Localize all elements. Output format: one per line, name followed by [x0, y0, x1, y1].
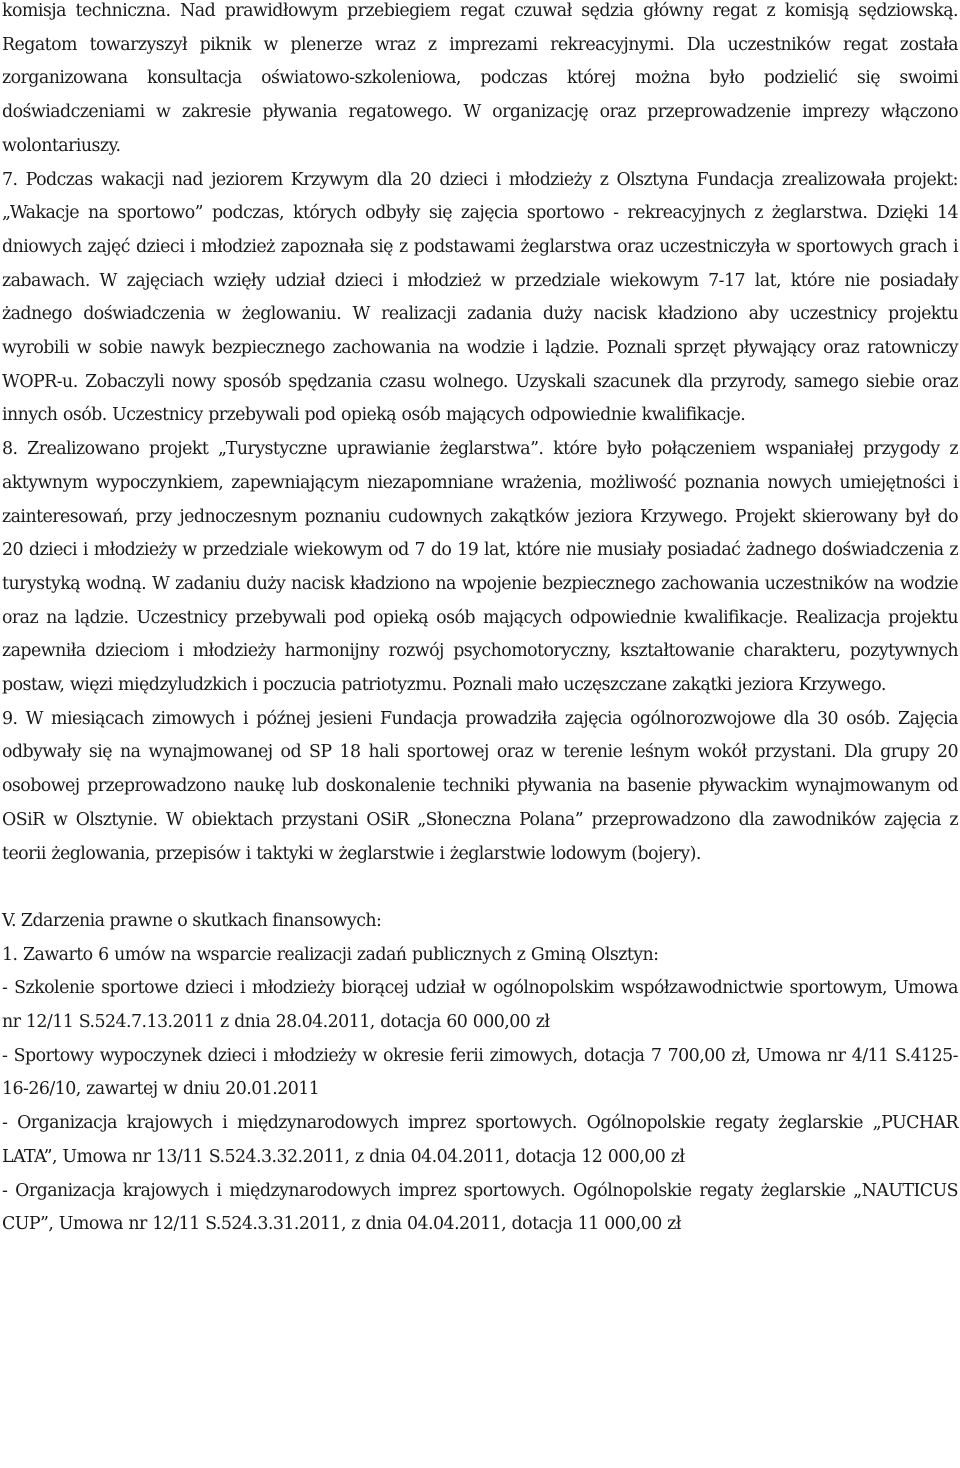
- contract-item-2: - Sportowy wypoczynek dzieci i młodzieży w okresie ferii zimowych, dotacja 7 700,00 zł, Umowa nr 4/11 S.4125-16-26/10, zawartej w dniu 20.01.2011: [2, 1045, 958, 1100]
- contract-item-3: - Organizacja krajowych i międzynarodowych imprez sportowych. Ogólnopolskie regaty żeglarskie „PUCHAR LATA”, Umowa nr 13/11 S.524.3.32.2011, z dnia 04.04.2011, dotacja 12 000,00 zł: [2, 1113, 958, 1167]
- paragraph-7: 7. Podczas wakacji nad jeziorem Krzywym dla 20 dzieci i młodzieży z Olsztyna Fundacja zrealizowała projekt: „Wakacje na sportowo” podczas, których odbyły się zajęcia sportowo - rekreacyjnych z żeglarstwa. Dzięki 14 dniowych zajęć dzieci i młodzież zapoznała się z podstawami żeglarstwa oraz uczestniczyła w sportowych grach i zabawach. W zajęciach wzięły udział dzieci i młodzież w przedziale wiekowym 7-17 lat, które nie posiadały żadnego doświadczenia w żeglowaniu. W realizacji zadania duży nacisk kładziono aby uczestnicy projektu wyrobili w sobie nawyk bezpiecznego zachowania na wodzie i lądzie. Poznali sprzęt pływający oraz ratowniczy WOPR-u. Zobaczyli nowy sposób spędzania czasu wolnego. Uzyskali szacunek dla przyrody, samego siebie oraz innych osób. Uczestnicy przebywali pod opieką osób mających odpowiednie kwalifikacje.: [2, 169, 958, 426]
- paragraph-9: 9. W miesiącach zimowych i późnej jesieni Fundacja prowadziła zajęcia ogólnorozwojowe dla 30 osób. Zajęcia odbywały się na wynajmowanej od SP 18 hali sportowej oraz w terenie leśnym wokół przystani. Dla grupy 20 osobowej przeprowadzono naukę lub doskonalenie techniki pływania na basenie pływackim wynajmowanym od OSiR w Olsztynie. W obiektach przystani OSiR „Słoneczna Polana” przeprowadzono dla zawodników zajęcia z teorii żeglowania, przepisów i taktyki w żeglarstwie i żeglarstwie lodowym (bojery).: [2, 708, 958, 864]
- paragraph-8: 8. Zrealizowano projekt „Turystyczne uprawianie żeglarstwa”. które było połączeniem wspaniałej przygody z aktywnym wypoczynkiem, zapewniającym niezapomniane wrażenia, możliwość poznania nowych umiejętności i zainteresowań, przy jednoczesnym poznaniu cudownych zakątków jeziora Krzywego. Projekt skierowany był do 20 dzieci i młodzieży w przedziale wiekowym od 7 do 19 lat, które nie musiały posiadać żadnego doświadczenia z turystyką wodną. W zadaniu duży nacisk kładziono na wpojenie bezpiecznego zachowania uczestników na wodzie oraz na lądzie. Uczestnicy przebywali pod opieką osób mających odpowiednie kwalifikacje. Realizacja projektu zapewniła dzieciom i młodzieży harmonijny rozwój psychomotoryczny, kształtowanie charakteru, pozytywnych postaw, więzi międzyludzkich i poczucia patriotyzmu. Poznali mało uczęszczane zakątki jeziora Krzywego.: [2, 439, 958, 696]
- section-spacer: [2, 871, 958, 905]
- contract-item-1: - Szkolenie sportowe dzieci i młodzieży biorącej udział w ogólnopolskim współzawodnictwie sportowym, Umowa nr 12/11 S.524.7.13.2011 z dnia 28.04.2011, dotacja 60 000,00 zł: [2, 978, 958, 1033]
- section-heading: V. Zdarzenia prawne o skutkach finansowych:: [2, 910, 382, 931]
- section-intro: 1. Zawarto 6 umów na wsparcie realizacji zadań publicznych z Gminą Olsztyn:: [2, 944, 659, 965]
- paragraph-6-continuation: komisja techniczna. Nad prawidłowym przebiegiem regat czuwał sędzia główny regat z komisją sędziowską. Regatom towarzyszył piknik w plenerze wraz z imprezami rekreacyjnymi. Dla uczestników regat została zorganizowana konsultacja oświatowo-szkoleniowa, podczas której można było podzielić się swoimi doświadczeniami w zakresie pływania regatowego. W organizację oraz przeprowadzenie imprezy włączono wolontariuszy.: [2, 1, 958, 156]
- contract-item-4: - Organizacja krajowych i międzynarodowych imprez sportowych. Ogólnopolskie regaty żeglarskie „NAUTICUS CUP”, Umowa nr 12/11 S.524.3.31.2011, z dnia 04.04.2011, dotacja 11 000,00 zł: [2, 1180, 958, 1235]
